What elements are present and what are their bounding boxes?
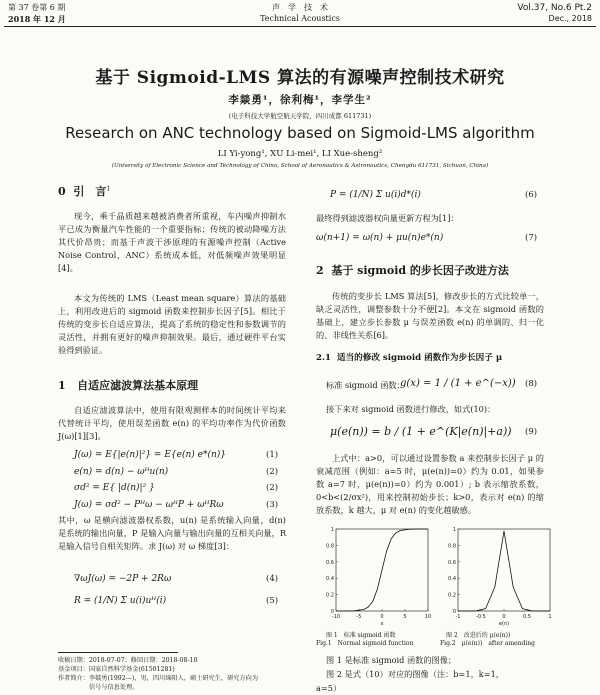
- y-tick-label: 0.6: [326, 559, 334, 566]
- section-2-heading: [316, 262, 509, 278]
- equation-2b-number: (2): [266, 483, 279, 493]
- weight-update-intro: 最终得到滤波器权向量更新方程为[1]：: [316, 213, 459, 223]
- x-tick-label: -5: [356, 614, 362, 620]
- chart-mu: [438, 523, 556, 629]
- x-tick-label: 1: [548, 614, 552, 620]
- x-tick-label: 0: [380, 614, 384, 620]
- section-0-heading: [58, 183, 110, 199]
- subsection-2-1-number: 2.1: [316, 353, 331, 363]
- journal-volume: 第 37 卷第 6 期: [8, 3, 66, 12]
- section-2-1-paragraph: 上式中：a>0，可以通过设置参数 a 来控制步长因子 μ 的衰减范围（例如：a=5 时，μ(e(n))=0）约为 0.01，如果参数 a=7 时，μ(e(n))=0）约为 0.001）; b 表示缩放系数，0<b<(2/σx²)，用来控制初始步长；k>0，表示对 e(n) 的缩放系数，k 越大，μ 对 e(n) 的变化越敏感。: [316, 453, 544, 515]
- equation-8-number: (8): [525, 379, 538, 389]
- journal-name-cn: 声 学 技 术: [272, 3, 328, 12]
- y-tick-label: 0.4: [326, 576, 334, 583]
- equation-4: ∇ωJ(ω) = −2P + 2Rω: [74, 574, 172, 584]
- equation-1-number: (1): [266, 450, 279, 460]
- chart-sigmoid: [316, 523, 434, 629]
- x-tick-label: 10: [424, 614, 432, 620]
- figure-1-caption-cn: 图 1 标准 sigmoid 函数: [326, 632, 396, 639]
- footnote-author-cont: 信号与信息处理。: [58, 684, 139, 691]
- section-1-title: 自适应滤波算法基本原理: [77, 379, 199, 392]
- section-2-paragraph: 传统的变步长 LMS 算法[5]，修改步长的方式比较单一，缺乏灵活性，调整参数十分不便[2]。本文在 sigmoid 函数的基础上，建立步长参数 μ 与误差函数 e(n) 的单调的、归一化的、非线性关系[6]。: [316, 291, 544, 340]
- plot-frame: [458, 529, 550, 611]
- equation-1: J(ω) = E{|e(n)|²} = E{e(n) e*(n)}: [74, 450, 227, 460]
- x-tick-label: -10: [331, 614, 341, 620]
- footnote-fund: 基金项目：国家自然科学基金(61501281): [58, 666, 175, 673]
- section-0-title: 引 言: [73, 185, 107, 198]
- equation-2: e(n) = d(n) − ωᴴu(n): [74, 467, 169, 477]
- section-1-variables-paragraph: 其中，ω 是横向滤波器权系数，u(n) 是系统输入向量，d(n) 是系统的输出向量，P 是输入向量与输出向量的互相关向量，R 是输入信号自相关矩阵。求 J(ω) 对 ω 梯度[3]：: [58, 515, 286, 551]
- section-2-number: 2: [316, 264, 324, 277]
- x-tick-label: 0.5: [523, 614, 531, 620]
- equation-2-number: (2): [266, 467, 279, 477]
- paper-affiliation-cn: (电子科技大学航空航天学院，四川成都 611731): [228, 112, 372, 120]
- y-tick-label: 0.2: [326, 592, 334, 599]
- x-axis-label: e(n): [498, 621, 510, 627]
- journal-name-en: Technical Acoustics: [260, 14, 340, 23]
- equation-5-number: (5): [266, 596, 279, 606]
- equation-7-number: (7): [525, 233, 538, 243]
- journal-date-en: Dec., 2018: [548, 14, 592, 23]
- x-tick-label: 5: [403, 614, 407, 620]
- y-tick-label: 0.6: [448, 559, 456, 566]
- y-tick-label: 0.8: [448, 543, 456, 550]
- figure-1-caption-en: Fig.1 Normal sigmoid function: [316, 640, 414, 647]
- equation-9-number: (9): [525, 427, 538, 437]
- x-axis-label: x: [380, 621, 384, 627]
- x-tick-label: -0.5: [476, 614, 486, 620]
- equation-8: g(x) = 1 / (1 + e^(−x)): [400, 378, 516, 389]
- subsection-2-1-heading: [316, 352, 502, 364]
- equation-6: P = (1/N) Σ u(i)d*(i): [330, 190, 421, 200]
- journal-date: 2018 年 12 月: [8, 14, 66, 24]
- footnote-received: 收稿日期：2018-07-07；修回日期：2018-08-10: [58, 657, 198, 664]
- section-0-number: 0: [58, 185, 66, 198]
- y-tick-label: 0: [452, 609, 456, 615]
- y-tick-label: 0: [330, 609, 334, 615]
- equation-3: J(ω) = σd² − Pᴴω − ωᴴP + ωᴴRω: [74, 500, 224, 510]
- paper-affiliation-en: (University of Electronic Science and Technology of China, School of Aeronautics & Astronautics, Chengdu 611731, Sichuan, China): [111, 163, 489, 169]
- equation-2b: σd² = E{ |d(n)|² }: [74, 483, 155, 493]
- y-tick-label: 0.8: [326, 543, 334, 550]
- section-1-number: 1: [58, 379, 66, 392]
- y-tick-label: 1: [330, 527, 334, 533]
- x-tick-label: -1: [455, 614, 461, 620]
- series-line-mu: [458, 531, 550, 611]
- intro-paragraph-1: 现今，乘千晶质越来越被消费者所重视，车内噪声抑制水平已成为衡量汽车性能的一个重要指标；传统的被动降噪方法其代价昂贵；而基于声波干涉原理的有源噪声控制（Active Noise Control，ANC）系统成本低，对低频噪声效果明显[4]。: [58, 211, 286, 273]
- y-tick-label: 0.2: [448, 592, 456, 599]
- equation-5: R = (1/N) Σ u(i)uᴴ(i): [74, 596, 167, 606]
- figure-2-caption-en: Fig.2 μ(e(n)) after amending: [440, 640, 536, 647]
- figure-2-caption-cn: 图 2 改进后的 μ(e(n)): [446, 632, 511, 639]
- section-0-footnote-mark: 1: [106, 185, 111, 193]
- equation-3-number: (3): [266, 500, 279, 510]
- journal-volume-en: Vol.37, No.6 Pt.2: [517, 3, 592, 13]
- paper-title-cn: 基于 Sigmoid-LMS 算法的有源噪声控制技术研究: [95, 68, 505, 88]
- footnote-rule: [58, 652, 178, 653]
- figures-description-3: a=5）: [316, 683, 342, 693]
- sigmoid-label: 标准 sigmoid 函数：: [326, 380, 405, 390]
- paper-title-en: Research on ANC technology based on Sigmoid-LMS algorithm: [65, 124, 535, 142]
- equation-9: μ(e(n)) = b / (1 + e^(K|e(n)|+a)): [330, 425, 512, 438]
- paper-authors-en: LI Yi-yong¹, XU Li-mei¹, LI Xue-sheng²: [217, 149, 383, 159]
- figures-description-1: 图 1 是标准 sigmoid 函数的图像；: [326, 655, 457, 665]
- paper-authors-cn: 李燚勇¹，徐利梅¹，李学生²: [228, 94, 372, 106]
- y-tick-label: 1: [452, 527, 456, 533]
- equation-4-number: (4): [266, 574, 279, 584]
- figures-description-2: 图 2 是式（10）对应的图像（注：b=1，k=1，: [326, 669, 504, 679]
- subsection-2-1-title: 适当的修改 sigmoid 函数作为步长因子 μ: [336, 353, 503, 363]
- equation-7: ω(n+1) = ω(n) + μu(n)e*(n): [316, 233, 444, 243]
- x-tick-label: 0: [502, 614, 506, 620]
- footnote-author: 作者简介：李燚勇(1992—)，男，四川绵阳人，硕士研究生，研究方向为: [58, 675, 259, 682]
- section-1-heading: [58, 377, 198, 393]
- header-rule: [4, 26, 596, 27]
- sigmoid-modification-intro: 接下来对 sigmoid 函数进行修改，如式(10)：: [326, 404, 496, 414]
- section-2-title: 基于 sigmoid 的步长因子改进方法: [331, 264, 509, 277]
- section-1-paragraph: 自适应滤波算法中，使用有限观测样本的时间统计平均来代替统计平均，使用误差函数 e(n) 的平均功率作为代价函数 J(ω)[1][3]。: [58, 405, 286, 441]
- intro-paragraph-2: 本文为传统的 LMS（Least mean square）算法的基础上，利用改进后的 sigmoid 函数来控制步长因子[5]。相比于传统的变步长自适应算法，提高了系统的稳定性和参数调节的灵活性，并拥有更好的噪声抑制效果。最后，通过硬件平台实验得到验证。: [58, 293, 286, 355]
- y-tick-label: 0.4: [448, 576, 456, 583]
- equation-6-number: (6): [525, 190, 538, 200]
